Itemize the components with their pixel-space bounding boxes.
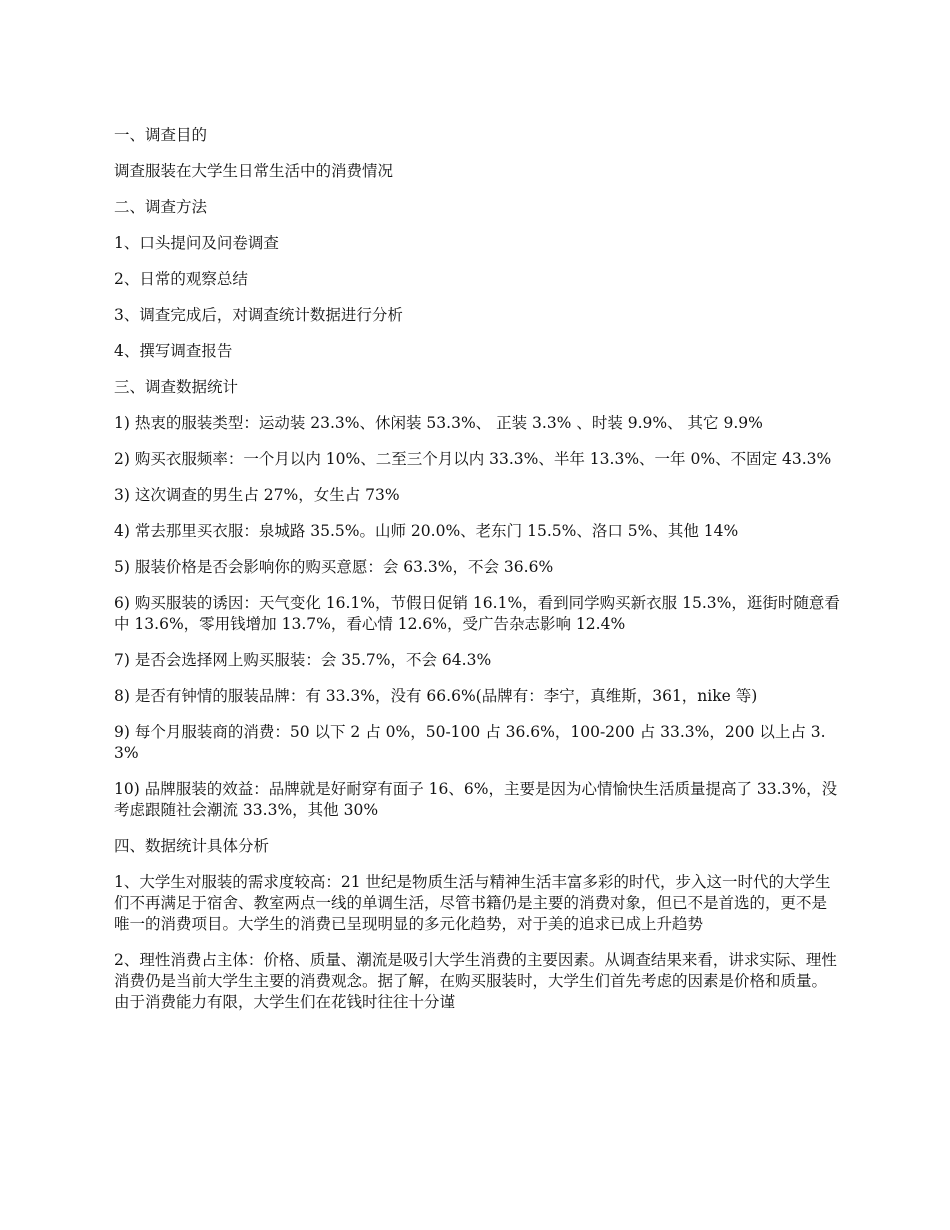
method-item-4: 4、撰写调查报告 xyxy=(114,342,233,360)
stat-item-9: 9) 每个月服装商的消费：50 以下 2 占 0%，50-100 占 36.6%，100-200 占 33.3%，200 以上占 3.3% xyxy=(114,723,826,762)
stat-item-8: 8) 是否有钟情的服装品牌：有 33.3%，没有 66.6%(品牌有：李宁，真维斯，361，nike 等) xyxy=(114,687,758,705)
stat-item-6: 6) 购买服装的诱因：天气变化 16.1%，节假日促销 16.1%，看到同学购买新衣服 15.3%，逛街时随意看中 13.6%，零用钱增加 13.7%，看心情 12.6%，受广告杂志影响 12.4% xyxy=(114,594,840,633)
stat-item-7: 7) 是否会选择网上购买服装：会 35.7%，不会 64.3% xyxy=(114,651,492,669)
stat-item-5: 5) 服装价格是否会影响你的购买意愿：会 63.3%，不会 36.6% xyxy=(114,558,554,576)
analysis-item-2: 2、理性消费占主体：价格、质量、潮流是吸引大学生消费的主要因素。从调查结果来看，讲求实际、理性消费仍是当前大学生主要的消费观念。据了解，在购买服装时，大学生们首先考虑的因素是价格和质量。由于消费能力有限，大学生们在花钱时往往十分谨 xyxy=(114,951,837,1011)
heading-survey-method: 二、调查方法 xyxy=(114,198,208,216)
method-item-2: 2、日常的观察总结 xyxy=(114,270,248,288)
paragraph-survey-purpose: 调查服装在大学生日常生活中的消费情况 xyxy=(114,162,394,180)
method-item-1: 1、口头提问及问卷调查 xyxy=(114,234,279,252)
stat-item-2: 2) 购买衣服频率：一个月以内 10%、二至三个月以内 33.3%、半年 13.3%、一年 0%、不固定 43.3% xyxy=(114,450,832,468)
document-body xyxy=(114,125,842,1028)
stat-item-1: 1) 热衷的服装类型：运动装 23.3%、休闲装 53.3%、 正装 3.3% 、时装 9.9%、 其它 9.9% xyxy=(114,414,763,432)
heading-data-statistics: 三、调查数据统计 xyxy=(114,378,239,396)
heading-survey-purpose: 一、调查目的 xyxy=(114,126,208,144)
analysis-item-1: 1、大学生对服装的需求度较高：21 世纪是物质生活与精神生活丰富多彩的时代，步入这一时代的大学生们不再满足于宿舍、教室两点一线的单调生活，尽管书籍仍是主要的消费对象，但已不是首选的，更不是唯一的消费项目。大学生的消费已呈现明显的多元化趋势，对于美的追求已成上升趋势 xyxy=(114,873,831,933)
stat-item-3: 3) 这次调查的男生占 27%，女生占 73% xyxy=(114,486,400,504)
method-item-3: 3、调查完成后，对调查统计数据进行分析 xyxy=(114,306,403,324)
stat-item-4: 4) 常去那里买衣服：泉城路 35.5%。山师 20.0%、老东门 15.5%、洛口 5%、其他 14% xyxy=(114,522,739,540)
heading-data-analysis: 四、数据统计具体分析 xyxy=(114,837,270,855)
stat-item-10: 10) 品牌服装的效益：品牌就是好耐穿有面子 16、6%，主要是因为心情愉快生活质量提高了 33.3%，没考虑跟随社会潮流 33.3%，其他 30% xyxy=(114,780,838,819)
